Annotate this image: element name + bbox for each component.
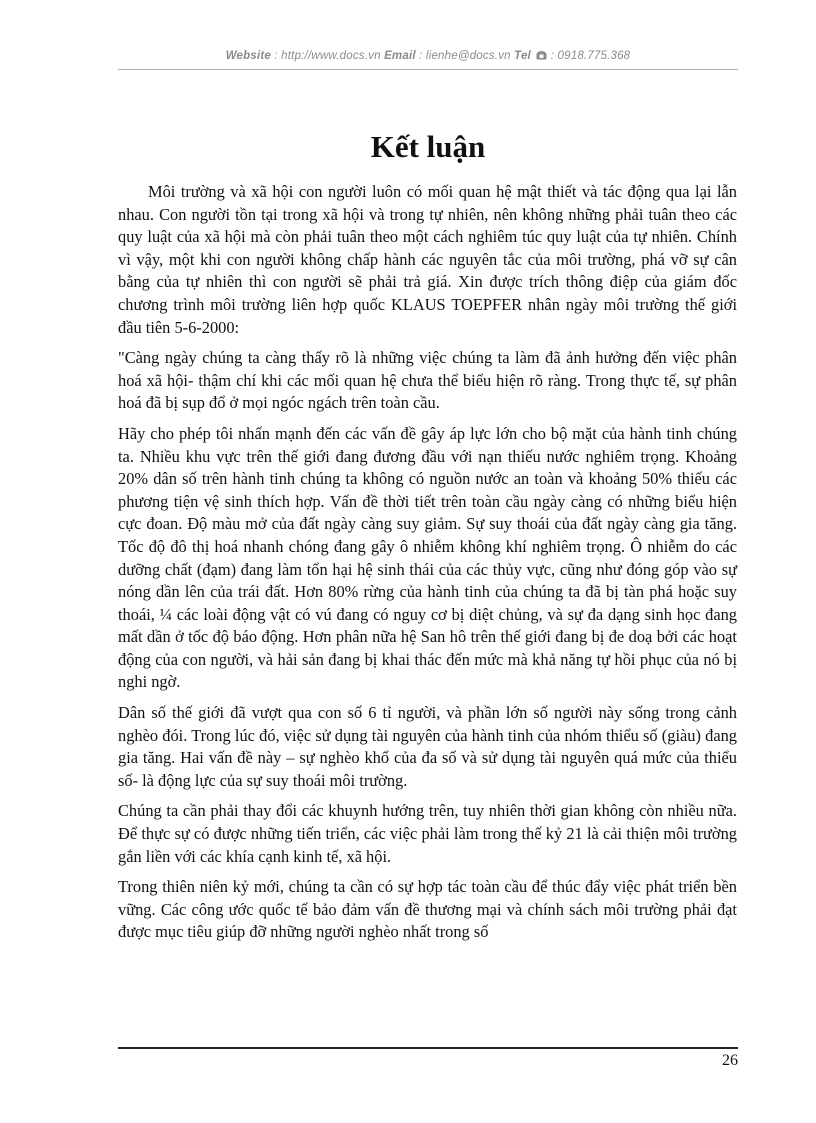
header-divider <box>118 69 738 70</box>
paragraph-quote-5: Trong thiên niên kỷ mới, chúng ta cần có sự hợp tác toàn cầu để thúc đẩy việc phát triển bền vững. Các công ước quốc tế bảo đảm vấn đề thương mại và chính sách môi trường phải đạt được mục tiêu giúp đỡ những người nghèo nhất trong số <box>118 877 737 942</box>
paragraph-quote-1: "Càng ngày chúng ta càng thấy rõ là những việc chúng ta làm đã ảnh hưởng đến việc phân hoá xã hội- thậm chí khi các mối quan hệ chưa thể biểu hiện rõ ràng. Trong thực tế, sự phân hoá đã bị sụp đổ ở mọi ngóc ngách trên toàn cầu. <box>118 348 737 413</box>
email-value: : lienhe@docs.vn <box>415 50 515 62</box>
tel-label: Tel <box>514 50 531 62</box>
page-title: Kết luận <box>370 129 486 164</box>
page-number: 26 <box>722 1052 738 1069</box>
paragraph-quote-3: Dân số thế giới đã vượt qua con số 6 tỉ người, và phần lớn số người này sống trong cảnh nghèo đói. Trong lúc đó, việc sử dụng tài nguyên của hành tinh của nhóm thiểu số (giàu) đang gia tăng. Hai vấn đề này – sự nghèo khổ của đa số và sử dụng tài nguyên quá mức của thiểu số- là động lực của sự suy thoái môi trường. <box>118 703 737 790</box>
website-label: Website <box>225 50 271 62</box>
page-header <box>118 50 738 63</box>
website-value: : http://www.docs.vn <box>271 50 385 62</box>
paragraph-quote-4: Chúng ta cần phải thay đổi các khuynh hướng trên, tuy nhiên thời gian không còn nhiều nữa. Để thực sự có được những tiến triển, các việc phải làm trong thế kỷ 21 là cải thiện môi trường gắn liền với các khía cạnh kinh tế, xã hội. <box>118 801 737 866</box>
document-body <box>118 181 737 952</box>
paragraph-intro: Môi trường và xã hội con người luôn có mối quan hệ mật thiết và tác động qua lại lẫn nhau. Con người tồn tại trong xã hội và trong tự nhiên, nên không những phải tuân theo các quy luật của xã hội mà còn phải tuân theo một cách nghiêm túc quy luật của tự nhiên. Chính vì vậy, một khi con người không chấp hành các nguyên tắc của môi trường, phá vỡ sự cân bằng của tự nhiên thì con người sẽ phải trả giá. Xin được trích thông điệp của giám đốc chương trình môi trường liên hợp quốc KLAUS TOEPFER nhân ngày môi trường thế giới đầu tiên 5-6-2000: <box>118 182 737 337</box>
footer-divider <box>118 1047 738 1049</box>
tel-value: : 0918.775.368 <box>547 50 631 62</box>
email-label: Email <box>384 50 416 62</box>
paragraph-quote-2: Hãy cho phép tôi nhấn mạnh đến các vấn đề gây áp lực lớn cho bộ mặt của hành tinh chúng ta. Nhiều khu vực trên thế giới đang đương đầu với nạn thiếu nước nghiêm trọng. Khoảng 20% dân số trên hành tinh chúng ta không có nguồn nước an toàn và khoảng 50% thiếu các phương tiện vệ sinh thích hợp. Vấn đề thời tiết trên toàn cầu ngày càng có những biểu hiện cực đoan. Độ màu mở của đất ngày càng suy giảm. Sự suy thoái của đất ngày càng gia tăng. Tốc độ đô thị hoá nhanh chóng đang gây ô nhiễm không khí nghiêm trọng. Ô nhiễm do các dưỡng chất (đạm) đang làm tổn hại hệ sinh thái của các thủy vực, cũng như đóng góp vào sự nóng dần lên của trái đất. Hơn 80% rừng của hành tinh của chúng ta đã bị tàn phá hoặc suy thoái, ¼ các loài động vật có vú đang có nguy cơ bị diệt chủng, và sự đa dạng sinh học đang mất dần ở tốc độ báo động. Hơn phân nữa hệ San hô trên thế giới đang bị đe doạ bởi các hoạt động của con người, và hải sản đang bị khai thác đến mức mà khả năng tự hồi phục của nó bị nghi ngờ. <box>118 423 737 692</box>
phone-icon <box>536 50 547 63</box>
